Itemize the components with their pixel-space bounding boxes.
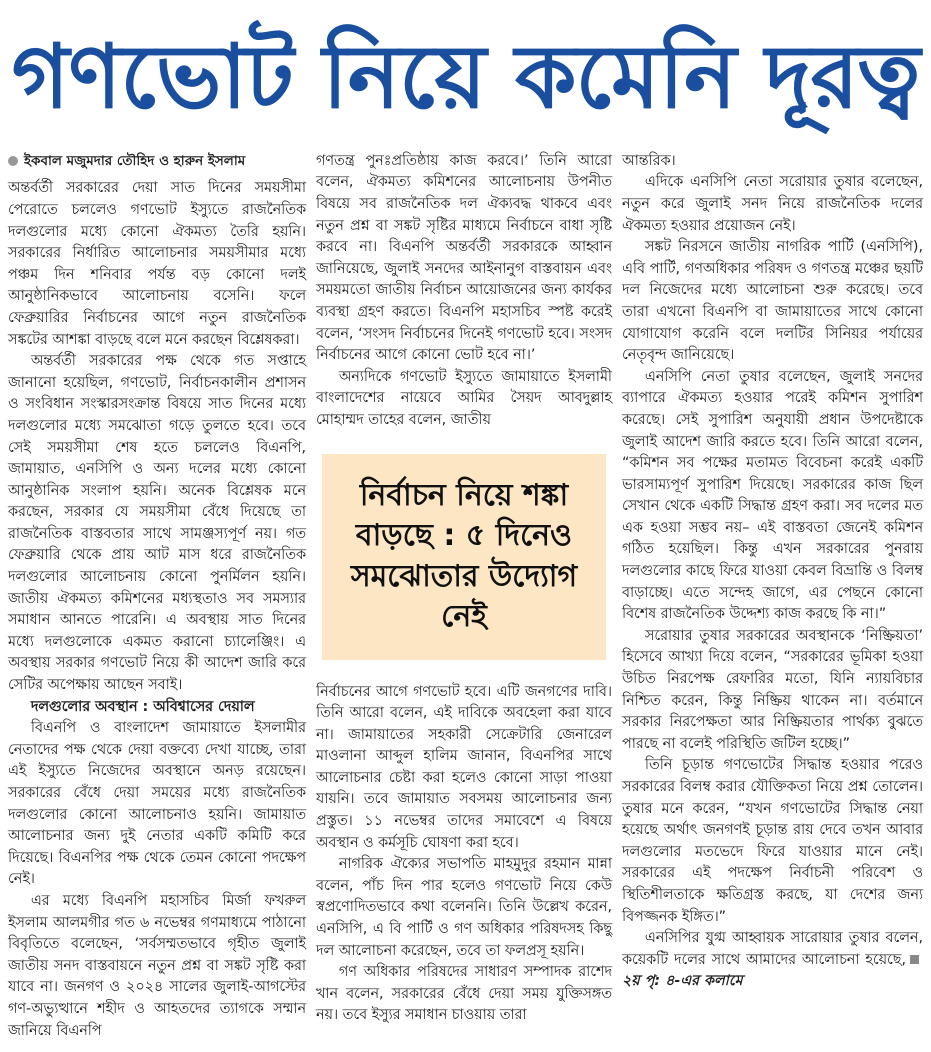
paragraph: অন্তর্বর্তী সরকারের পক্ষ থেকে গত সপ্তাহে জানানো হয়েছিল, গণভোট, নির্বাচনকালীন প্রশাসন ও সংবিধান সংস্কারসংক্রান্ত বিষয়ে সাত দিনের মধ্যে দলগুলোর মধ্যে সমঝোতা গড়ে তুলতে হবে। তবে সেই সময়সীমা শেষ হতে চললেও বিএনপি, জামায়াত, এনসিপি ও অন্য দলের মধ্যে কোনো আনুষ্ঠানিক সংলাপ হয়নি। অনেক বিশ্লেষক মনে করছেন, সরকার যে সময়সীমা বেঁধে দিয়েছে তা রাজনৈতিক বাস্তবতার সাথে সামঞ্জস্যপূর্ণ নয়। গত ফেব্রুয়ারি থেকে প্রায় আট মাস ধরে রাজনৈতিক দলগুলোর আলোচনায় কোনো পুনর্মিলন হয়নি। জাতীয় ঐকমত্য কমিশনের মধ্যস্থতাও সব সমস্যার সমাধান আনতে পারেনি। এ অবস্থায় সাত দিনের মধ্যে দলগুলোকে একমত করানো চ্যালেঞ্জিং। এ অবস্থায় সরকার গণভোট নিয়ে কী আদেশ জারি করে সেটির অপেক্ষায় আছেন সবাই।: [8, 353, 306, 694]
paragraph: সঙ্কট নিরসনে জাতীয় নাগরিক পার্টি (এনসিপি), এবি পার্টি, গণঅধিকার পরিষদ ও গণতন্ত্র মঞ্চের ছয়টি দল নিজেদের মধ্যে আলোচনা শুরু করেছে। তবে তারা এখনো বিএনপি বা জামায়াতের সাথে কোনো যোগাযোগ করেনি বলে দলটির সিনিয়র পর্যায়ের নেতৃবৃন্দ জানিয়েছে।: [622, 239, 923, 364]
bullet-icon: [8, 156, 18, 166]
column-3: [622, 151, 923, 993]
paragraph: নির্বাচনের আগে গণভোট হবে। এটি জনগণের দাবি। তিনি আরো বলেন, এই দাবিকে অবহেলা করা যাবে না। জামায়াতের সহকারী সেক্রেটারি জেনারেল মাওলানা আব্দুল হালিম জানান, বিএনপির সাথে আলোচনার চেষ্টা করা হলেও কোনো সাড়া পাওয়া যায়নি। তবে জামায়াত সবসময় আলোচনার জন্য প্রস্তুত। ১১ নভেম্বর তাদের সমাবেশে এ বিষয়ে অবস্থান ও কর্মসূচি ঘোষণা করা হবে।: [316, 683, 612, 851]
paragraph: তিনি চূড়ান্ত গণভোটের সিদ্ধান্ত হওয়ার পরেও সরকারের বিলম্ব করার যৌক্তিকতা নিয়ে প্রশ্ন তোলেন। তুষার মনে করেন, “যখন গণভোটের সিদ্ধান্ত নেয়া হয়েছে অর্থাৎ জনগণই চূড়ান্ত রায় দেবে তখন আবার দলগুলোর মতভেদে ফিরে যাওয়ার মানে নেই। সরকারের এই পদক্ষেপ নির্বাচনী পরিবেশ ও স্থিতিশীলতাকে ক্ষতিগ্রস্ত করছে, যা দেশের জন্য বিপজ্জনক ইঙ্গিত।”: [622, 757, 923, 925]
paragraph: অন্তর্বর্তী সরকারের দেয়া সাত দিনের সময়সীমা পেরোতে চললেও গণভোট ইস্যুতে রাজনৈতিক দলগুলোর মধ্যে কোনো ঐকমত্য তৈরি হয়নি। সরকারের নির্ধারিত আলোচনার সময়সীমার মধ্যে পঞ্চম দিন শনিবার পর্যন্ত বড় কোনো দলই আনুষ্ঠানিকভাবে আলোচনায় বসেনি। ফলে ফেব্রুয়ারির নির্বাচনের আগে নতুন রাজনৈতিক সঙ্কটের আশঙ্কা বাড়ছে বলে মনে করছেন বিশ্লেষকরা।: [8, 180, 306, 348]
byline: [8, 151, 306, 173]
paragraph-last: [622, 928, 923, 993]
paragraph: বিএনপি ও বাংলাদেশ জামায়াতে ইসলামীর নেতাদের পক্ষ থেকে দেয়া বক্তব্যে দেখা যাচ্ছে, তারা এই ইস্যুতে নিজেদের অবস্থানে অনড় রয়েছেন। সরকারের বেঁধে দেয়া সময়ের মধ্যে রাজনৈতিক দলগুলোর কোনো আলোচনাও হয়নি। জামায়াত আলোচনার জন্য দুই নেতার একটি কমিটি করে দিয়েছে। বিএনপির পক্ষ থেকে তেমন কোনো পদক্ষেপ নেই।: [8, 720, 306, 888]
paragraph: অন্যদিকে গণভোট ইস্যুতে জামায়াতে ইসলামী বাংলাদেশের নায়েবে আমির সৈয়দ আবদুল্লাহ মোহাম্মদ তাহের বলেন, জাতীয়: [316, 368, 612, 428]
column-1: [8, 151, 306, 1042]
paragraph: আন্তরিক।: [622, 152, 676, 169]
paragraph: সরোয়ার তুষার সরকারের অবস্থানকে ‘নিষ্ক্রিয়তা’ হিসেবে আখ্যা দিয়ে বলেন, “সরকারের ভূমিকা হওয়া উচিত নিরপেক্ষ রেফারির মতো, যিনি ন্যায়বিচার নিশ্চিত করেন, কিন্তু নিষ্ক্রিয় থাকেন না। বর্তমানে সরকার নিরপেক্ষতা আর নিষ্ক্রিয়তার পার্থক্য বুঝতে পারছে না বলেই পরিস্থিতি জটিল হচ্ছে।”: [622, 627, 923, 752]
paragraph: এর মধ্যে বিএনপি মহাসচিব মির্জা ফখরুল ইসলাম আলমগীর গত ৬ নভেম্বর গণমাধ্যমে পাঠানো বিবৃতিতে বলেছেন, ‘সর্বসম্মতভাবে গৃহীত জুলাই জাতীয় সনদ বাস্তবায়নে নতুন প্রশ্ন বা সঙ্কট সৃষ্টি করা যাবে না। জনগণ ও ২০২৪ সালের জুলাই-আগস্টের গণ-অভ্যুত্থানে শহীদ ও আহতদের ত্যাগকে সম্মান জানিয়ে বিএনপি: [8, 892, 306, 1039]
byline-text: ইকবাল মজুমদার তৌহিদ ও হারুন ইসলাম: [24, 152, 246, 169]
paragraph-text: এনসিপির যুগ্ম আহ্বায়ক সারোয়ার তুষার বলেন, কয়েকটি দলের সাথে আমাদের আলোচনা হয়েছে,: [622, 930, 923, 968]
paragraph: গণতন্ত্র পুনঃপ্রতিষ্ঠায় কাজ করবে।’ তিনি আরো বলেন, ঐকমত্য কমিশনের আলোচনায় উপনীত বিষয়ে সব রাজনৈতিক দল ঐক্যবদ্ধ থাকবে এবং নতুন প্রশ্ন বা সঙ্কট সৃষ্টির মাধ্যমে নির্বাচনে বাধা সৃষ্টি করবে না। বিএনপি অন্তর্বর্তী সরকারকে আহ্বান জানিয়েছে, জুলাই সনদের আইনানুগ বাস্তবায়ন এবং সময়মতো জাতীয় নির্বাচন আয়োজনের জন্য কার্যকর ব্যবস্থা গ্রহণ করতে। বিএনপি মহাসচিব স্পষ্ট করেই বলেন, ‘সংসদ নির্বাচনের দিনেই গণভোট হবে। সংসদ নির্বাচনের আগে কোনো ভোট হবে না।’: [316, 152, 612, 364]
pull-quote: নির্বাচন নিয়ে শঙ্কা বাড়ছে : ৫ দিনেও সমঝোতার উদ্যোগ নেই: [322, 454, 606, 660]
square-icon: [910, 955, 919, 964]
paragraph: নাগরিক ঐক্যের সভাপতি মাহমুদুর রহমান মান্না বলেন, পাঁচ দিন পার হলেও গণভোট নিয়ে কেউ স্বপ্রণোদিতভাবে কথা বলেননি। তিনি উল্লেখ করেন, এনসিপি, এ বি পার্টি ও গণ অধিকার পরিষদসহ কিছু দল আলোচনা করেছেন, তবে তা ফলপ্রসূ হয়নি।: [316, 856, 612, 959]
subheading: দলগুলোর অবস্থান : অবিশ্বাসের দেয়াল: [30, 698, 255, 715]
article-body: [0, 137, 931, 1052]
headline: গণভোট নিয়ে কমেনি দূরত্ব: [11, 25, 920, 128]
paragraph: এদিকে এনসিপি নেতা সরোয়ার তুষার বলেছেন, নতুন করে জুলাই সনদ নিয়ে রাজনৈতিক দলের ঐকমত্য হওয়ার প্রয়োজন নেই।: [622, 174, 923, 234]
column-2: [316, 151, 612, 1027]
paragraph: এনসিপি নেতা তুষার বলেছেন, জুলাই সনদের ব্যাপারে ঐকমত্য হওয়ার পরেই কমিশন সুপারিশ করেছে। সেই সুপারিশ অনুযায়ী প্রধান উপদেষ্টাকে জুলাই আদেশ জারি করতে হবে। তিনি আরো বলেন, “কমিশন সব পক্ষের মতামত বিবেচনা করেই একটি ভারসাম্যপূর্ণ সুপারিশ দিয়েছে। সরকারের কাজ ছিল সেখান থেকে একটি সিদ্ধান্ত গ্রহণ করা। সব দলের মত এক হওয়া সম্ভব নয়– এই বাস্তবতা জেনেই কমিশন গঠিত হয়েছিল। কিন্তু এখন সরকারের পুনরায় দলগুলোর কাছে ফিরে যাওয়া কেবল বিভ্রান্তি ও বিলম্ব বাড়াচ্ছে। এতে সন্দেহ জাগে, এর পেছনে কোনো বিশেষ রাজনৈতিক উদ্দেশ্য কাজ করছে কি না।”: [622, 368, 923, 623]
paragraph: গণ অধিকার পরিষদের সাধারণ সম্পাদক রাশেদ খান বলেন, সরকারের বেঁধে দেয়া সময় যুক্তিসঙ্গত নয়। তবে ইস্যুর সমাধান চাওয়ায় তারা: [316, 964, 612, 1024]
continued-link[interactable]: ২য় পৃ: ৪-এর কলামে: [622, 973, 743, 990]
